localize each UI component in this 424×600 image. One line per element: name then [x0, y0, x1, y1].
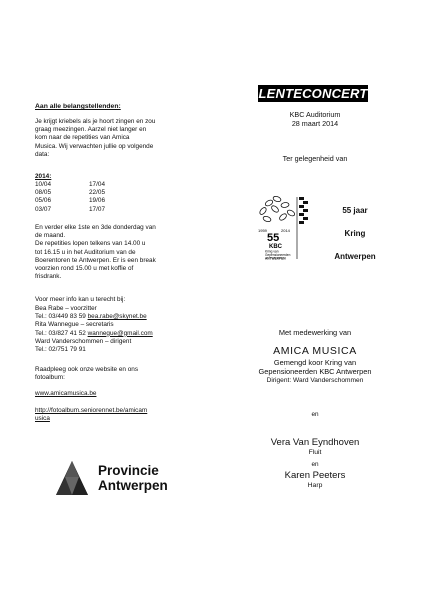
province-line: Provincie — [98, 463, 159, 478]
greeting-heading: Aan alle belangstellenden: — [35, 103, 121, 110]
date-item: 10/04 — [35, 181, 51, 188]
contact-text: Tel.: 03/449 83 59 — [35, 313, 88, 321]
choir-desc-line: Gemengd koor Kring van — [273, 358, 357, 367]
date-item: 22/05 — [89, 189, 105, 197]
contact-line — [35, 330, 205, 338]
rehearsal-info — [35, 224, 195, 281]
date-item: 17/04 — [89, 181, 105, 188]
province-name — [98, 463, 168, 493]
performer-name: Vera Van Eyndhoven — [270, 437, 360, 448]
website-note-line: fotoalbum: — [35, 374, 65, 382]
intro-line: graag meezingen. Aarzel niet langer en — [35, 126, 147, 134]
rehearsal-line: Boerentoren te Antwerpen. Er is een break — [35, 256, 156, 264]
email-link-rita[interactable]: wannegue@gmail.com — [87, 329, 153, 337]
contact-line — [35, 313, 205, 321]
kring-line: 55 jaar — [342, 206, 368, 215]
contact-text: Rita Wannegue – secretaris — [35, 321, 114, 329]
dates-column-2 — [89, 181, 119, 214]
contact-line — [35, 338, 205, 346]
province-logo-icon — [55, 460, 89, 496]
contact-text: Ward Vanderschommen – dirigent — [35, 337, 132, 345]
website-note-line: Raadpleeg ook onze website en ons — [35, 366, 139, 373]
rehearsal-line: En verder elke 1ste en 3de donderdag van — [35, 224, 156, 231]
dates-column-1 — [35, 181, 65, 214]
logo-brand: KBC — [269, 244, 282, 250]
date-item: 19/06 — [89, 197, 105, 205]
website-link[interactable]: www.amicamusica.be — [35, 390, 97, 397]
contact-line — [35, 305, 205, 313]
concert-date: 28 maart 2014 — [291, 119, 339, 128]
occasion-text: Ter gelegenheid van — [282, 154, 348, 163]
intro-line: kom naar de repetities van Amica — [35, 134, 130, 142]
website-note — [35, 366, 195, 382]
rehearsal-line: De repetities lopen telkens van 14.00 u — [35, 240, 146, 248]
contact-heading: Voor meer info kan u terecht bij: — [35, 296, 126, 303]
logo-year-end: 2014 — [281, 228, 290, 233]
rehearsal-line: de maand. — [35, 232, 66, 240]
intro-line: Je krijgt kriebels als je hoort zingen en zou — [35, 118, 156, 125]
logo-caption: Gepensioneerden — [265, 253, 291, 257]
and-separator: en — [311, 411, 319, 418]
photoalbum-line[interactable]: usica — [35, 415, 50, 423]
intro-line: data: — [35, 150, 50, 158]
logo-caption: ANTWERPEN — [265, 256, 286, 261]
dates-heading: 2014: — [35, 173, 52, 180]
venue-block — [250, 110, 380, 128]
choir-desc-line: Dirigent: Ward Vanderschommen — [266, 377, 364, 384]
logo-caption: Kring van — [265, 249, 279, 254]
date-item: 17/07 — [89, 205, 105, 213]
kring-line: Antwerpen — [334, 252, 376, 261]
intro-line: Musica. Wij verwachten jullie op volgende — [35, 142, 154, 150]
performer-instrument: Harp — [307, 482, 323, 489]
venue-name: KBC Auditorium — [289, 110, 341, 119]
performer-instrument: Fluit — [308, 449, 322, 456]
date-item: 05/06 — [35, 197, 51, 205]
rehearsal-line: tot 16.15 u in het Auditorium van de — [35, 248, 136, 256]
contact-text: Tel.: 02/751 79 91 — [35, 346, 86, 354]
email-link-bea[interactable]: bea.rabe@skynet.be — [87, 313, 147, 321]
intro-paragraph — [35, 118, 195, 159]
branch-icon — [299, 197, 308, 224]
kring-line: Kring — [344, 229, 366, 238]
cooperation-text: Met medewerking van — [278, 328, 352, 337]
concert-title: LENTECONCERT — [258, 86, 368, 101]
photoalbum-link[interactable] — [35, 407, 195, 423]
logo-year-start: 1959 — [258, 228, 267, 233]
performer-name: Karen Peeters — [284, 470, 346, 481]
photoalbum-line[interactable]: http://fotoalbum.seniorennet.be/amicam — [35, 407, 148, 414]
contact-text: Bea Rabe – voorzitter — [35, 305, 97, 312]
contact-line — [35, 346, 205, 354]
and-separator: en — [311, 461, 319, 468]
kbc-kring-logo — [255, 195, 313, 263]
choir-description — [240, 358, 390, 385]
province-line: Antwerpen — [98, 478, 168, 493]
logo-number: 55 — [267, 232, 280, 244]
date-item: 08/05 — [35, 189, 51, 197]
leaves-icon — [259, 195, 296, 222]
rehearsal-line: frisdrank. — [35, 273, 62, 281]
choir-desc-line: Gepensioneerden KBC Antwerpen — [258, 367, 372, 376]
date-item: 03/07 — [35, 205, 51, 213]
rehearsal-line: voorzien rond 15.00 u met koffie of — [35, 265, 134, 273]
contact-line — [35, 321, 205, 329]
contact-list — [35, 305, 205, 354]
choir-name: AMICA MUSICA — [273, 345, 357, 357]
contact-text: Tel.: 03/827 41 52 — [35, 329, 88, 337]
kring-name — [330, 205, 380, 262]
